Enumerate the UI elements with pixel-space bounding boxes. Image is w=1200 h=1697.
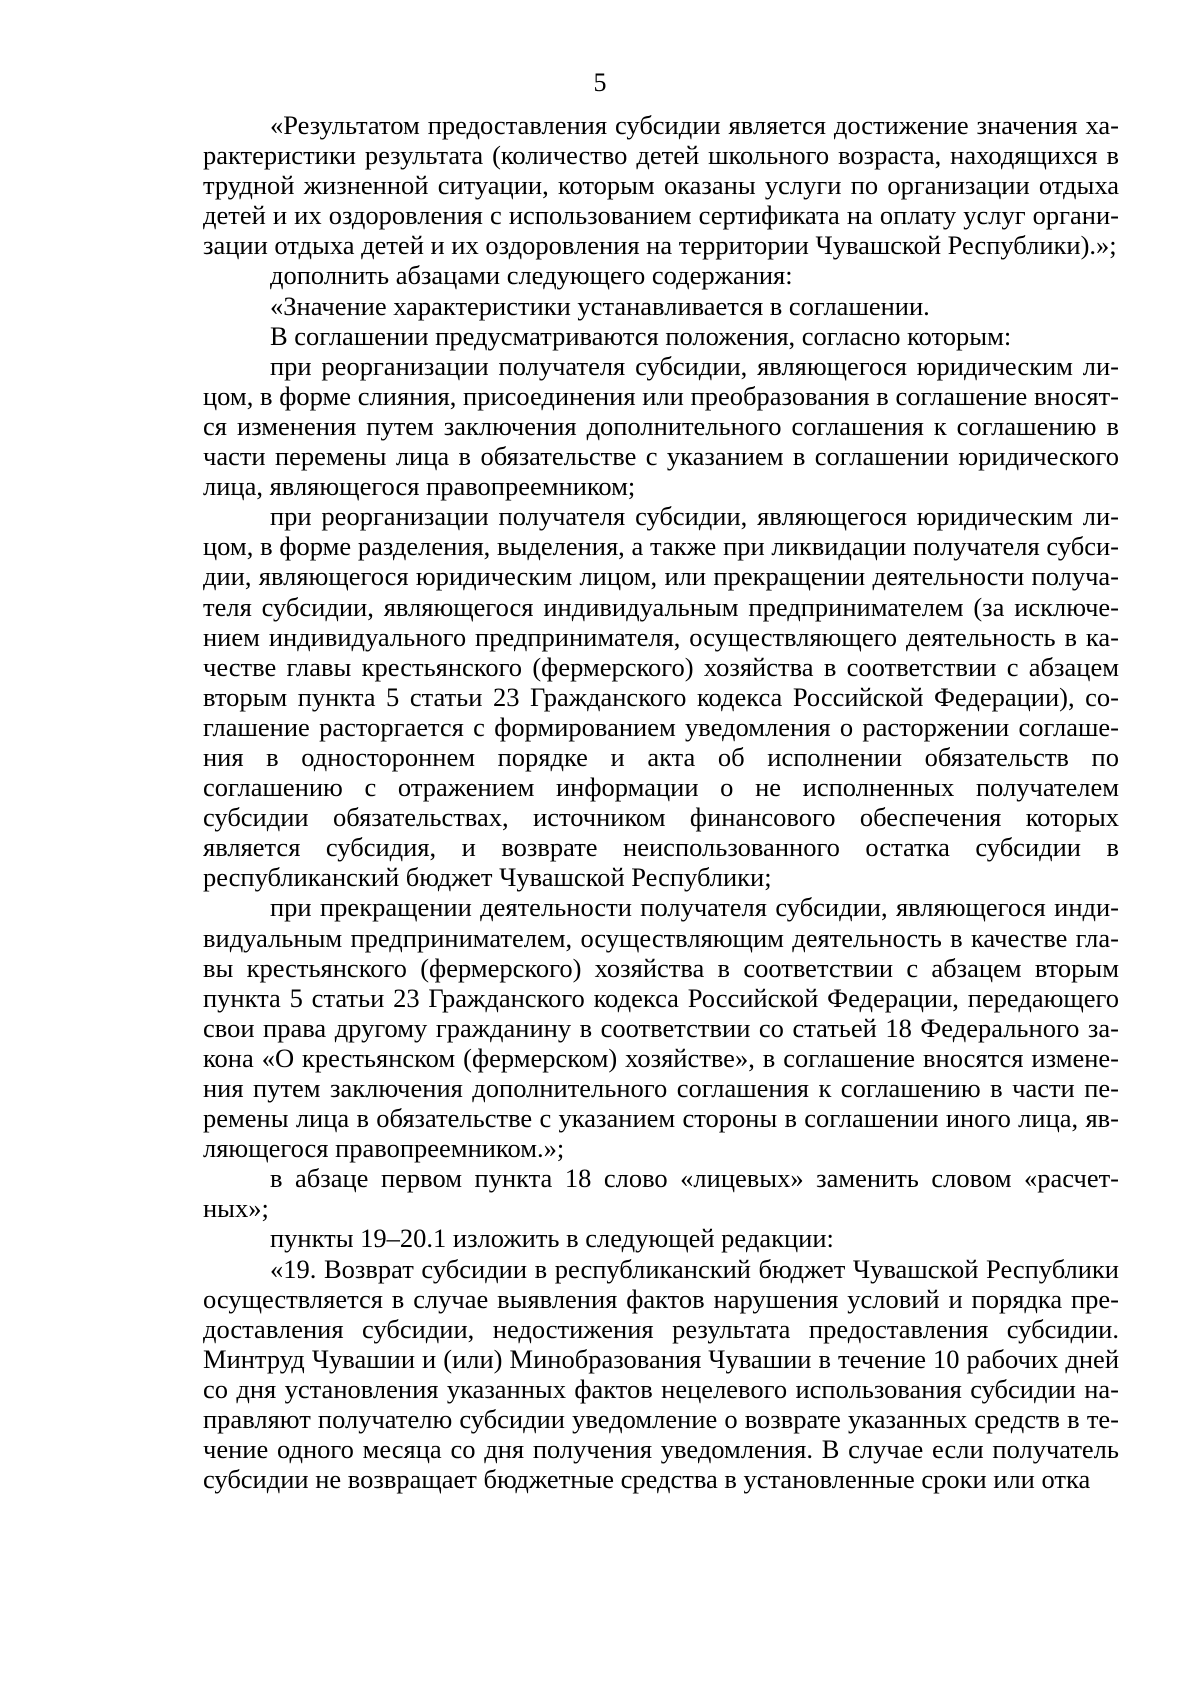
paragraph-clause-19: «19. Возврат субсидии в республиканский бюджет Чувашской Республики осуществляется в случае выявления фактов нарушения условий и порядка предоставления субсидии, недостижения результата предоставления субсидии. Минтруд Чувашии и (или) Минобразования Чувашии в течение 10 рабочих дней со дня установления указанных фактов нецелевого использования субсидии направляют получателю субсидии уведомление о возврате указанных средств в течение одного месяца со дня получения уведомления. В случае если получатель субсидии не возвращает бюджетные средства в установленные сроки или отка [203,1253,1119,1495]
page-number: 5 [593,68,607,97]
paragraph-clause-18-amendment: в абзаце первом пункта 18 слово «лицевых» заменить словом «расчетных»; [203,1163,1119,1224]
paragraph-farm-termination: при прекращении деятельности получателя субсидии, являющегося индивидуальным предпринимателем, осуществляющим деятельность в качестве главы крестьянского (фермерского) хозяйства в соответствии с абзацем вторым пункта 5 статьи 23 Гражданского кодекса Российской Федерации, передающего свои права другому гражданину в соответствии со статьей 18 Федерального закона «О крестьянском (фермерском) хозяйстве», в соглашение вносятся изменения путем заключения дополнительного соглашения к соглашению в части перемены лица в обязательстве с указанием стороны в соглашении иного лица, являющегося правопреемником.»; [203,892,1119,1164]
paragraph-characteristic-value: «Значение характеристики устанавливается в соглашении. [270,290,930,321]
paragraph-subsidy-result: «Результатом предоставления субсидии является достижение значения характеристики результата (количество детей школьного возраста, находящихся в трудной жизненной ситуации, которым оказаны услуги по организации отдыха детей и их оздоровления с использованием сертификата на оплату услуг организации отдыха детей и их оздоровления на территории Чувашской Республики).»; [203,110,1119,261]
paragraph-clauses-19-20-heading: пункты 19–20.1 изложить в следующей редакции: [270,1223,834,1254]
paragraph-reorganization-merger: при реорганизации получателя субсидии, являющегося юридическим лицом, в форме слияния, присоединения или преобразования в соглашение вносятся изменения путем заключения дополнительного соглашения к соглашению в части перемены лица в обязательстве с указанием в соглашении юридического лица, являющегося правопреемником; [203,350,1119,502]
paragraph-agreement-provisions: В соглашении предусматриваются положения, согласно которым: [270,320,1012,351]
document-body [203,110,1119,1494]
paragraph-add-clauses: дополнить абзацами следующего содержания: [270,260,793,291]
paragraph-reorganization-division: при реорганизации получателя субсидии, являющегося юридическим лицом, в форме разделения, выделения, а также при ликвидации получателя субсидии, являющегося юридическим лицом, или прекращении деятельности получателя субсидии, являющегося индивидуальным предпринимателем (за исключением индивидуального предпринимателя, осуществляющего деятельность в качестве главы крестьянского (фермерского) хозяйства в соответствии с абзацем вторым пункта 5 статьи 23 Гражданского кодекса Российской Федерации), соглашение расторгается с формированием уведомления о расторжении соглашения в одностороннем порядке и акта об исполнении обязательств по соглашению с отражением информации о не исполненных получателем субсидии обязательствах, источником финансового обеспечения которых является субсидия, и возврате неиспользованного остатка субсидии в республиканский бюджет Чувашской Республики; [203,501,1119,893]
